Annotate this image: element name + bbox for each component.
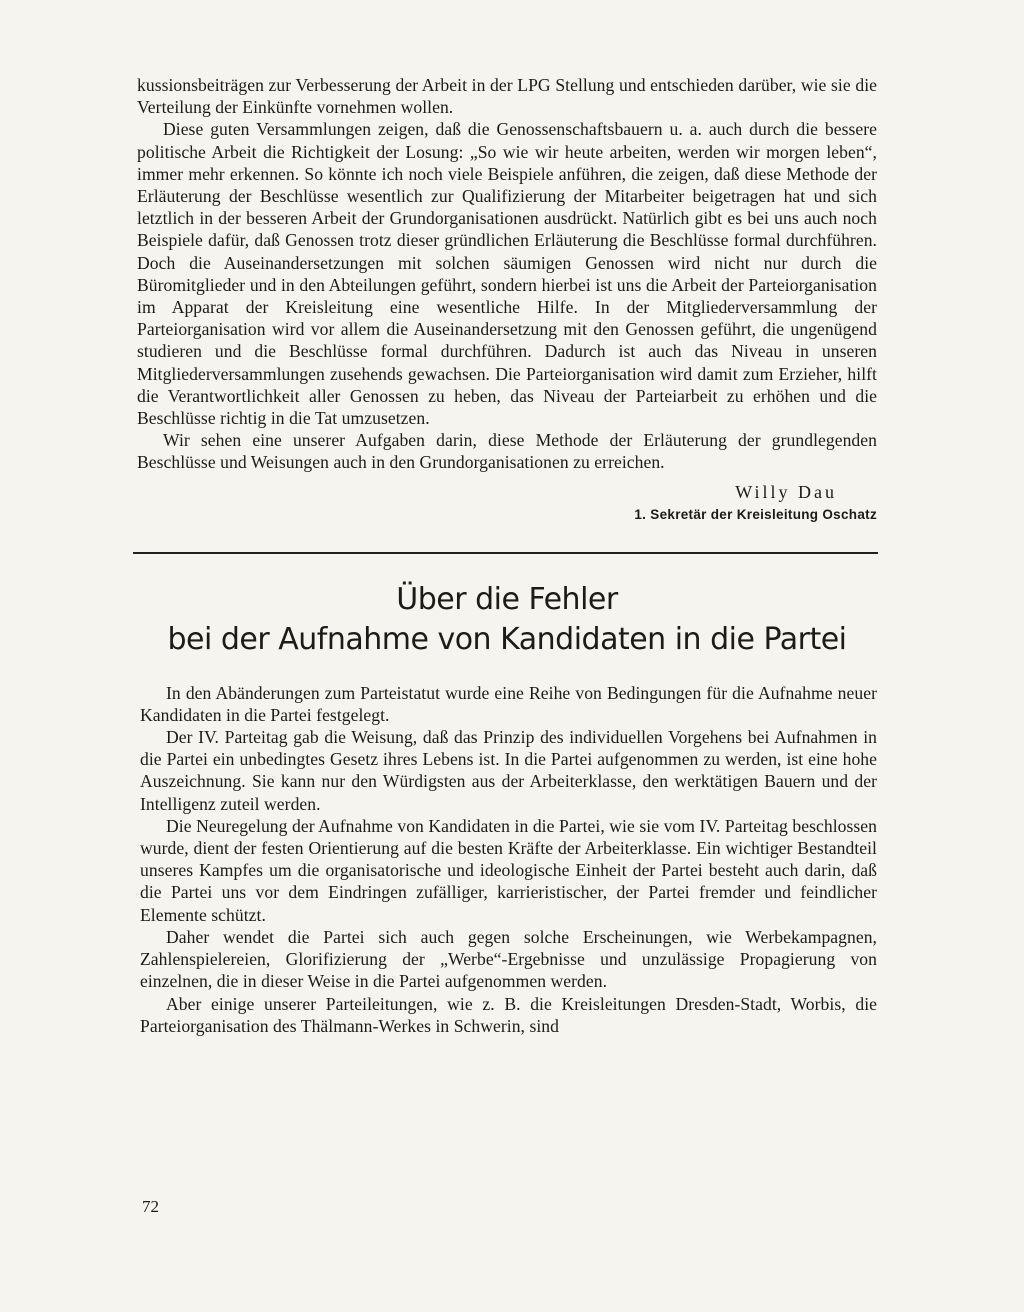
paragraph: Die Neuregelung der Aufnahme von Kandidaten in die Partei, wie sie vom IV. Parteitag beschlossen wurde, dient der festen Orientierung auf die besten Kräfte der Arbeiterklasse. Ein wichtiger Bestandteil unseres Kampfes um die organisatorische und ideologische Einheit der Partei besteht auch darin, daß die Partei uns vor dem Eindringen zufälliger, karrieristischer, der Partei fremder und feindlicher Elemente schützt. xyxy=(140,815,877,925)
signature-block xyxy=(137,480,877,526)
title-line-2: bei der Aufnahme von Kandidaten in die Partei xyxy=(167,621,847,657)
article-title xyxy=(137,580,877,660)
article-body xyxy=(140,682,877,1037)
signature-name: Willy Dau xyxy=(735,481,837,502)
paragraph: Wir sehen eine unserer Aufgaben darin, diese Methode der Erläuterung der grundlegenden Beschlüsse und Weisungen auch in den Grundorganisationen zu erreichen. xyxy=(137,430,877,473)
document-page xyxy=(137,74,877,1037)
page-number: 72 xyxy=(142,1197,159,1216)
article-continuation xyxy=(137,74,877,526)
paragraph: Diese guten Versammlungen zeigen, daß die Genossenschaftsbauern u. a. auch durch die bessere politische Arbeit die Richtigkeit der Losung: „So wie wir heute arbeiten, werden wir morgen leben“, immer mehr erkennen. So könnte ich noch viele Beispiele anführen, die zeigen, daß diese Methode der Erläuterung der Beschlüsse wesentlich zur Qualifizierung der Mitarbeiter beigetragen hat und sich letztlich in der besseren Arbeit der Grundorganisationen ausdrückt. Natürlich gibt es bei uns auch noch Beispiele dafür, daß Genossen trotz dieser gründlichen Erläuterung die Beschlüsse formal durchführen. Doch die Auseinandersetzungen mit solchen säumigen Genossen wird nicht nur durch die Büromitglieder und in den Abteilungen geführt, sondern hierbei ist uns die Arbeit der Parteiorganisation im Apparat der Kreisleitung eine wesentliche Hilfe. In der Mitgliederversammlung der Parteiorganisation wird vor allem die Auseinandersetzung mit den Genossen geführt, die ungenügend studieren und die Beschlüsse formal durchführen. Dadurch ist auch das Niveau in unseren Mitgliederversammlungen zusehends gewachsen. Die Parteiorganisation wird damit zum Erzieher, hilft die Verantwortlichkeit aller Genossen zu heben, das Niveau der Parteiarbeit zu erhöhen und die Beschlüsse richtig in die Tat umzusetzen. xyxy=(137,119,877,429)
title-line-1: Über die Fehler xyxy=(396,581,618,617)
paragraph: Daher wendet die Partei sich auch gegen solche Erscheinungen, wie Werbekampagnen, Zahlenspielereien, Glorifizierung der „Werbe“-Ergebnisse und unzulässige Propagierung von einzelnen, die in dieser Weise in die Partei aufgenommen werden. xyxy=(140,926,877,992)
signature-role: 1. Sekretär der Kreisleitung Oschatz xyxy=(634,506,877,522)
paragraph: Aber einige unserer Parteileitungen, wie z. B. die Kreisleitungen Dresden-Stadt, Worbis, die Parteiorganisation des Thälmann-Werkes in Schwerin, sind xyxy=(140,993,877,1036)
paragraph: In den Abänderungen zum Parteistatut wurde eine Reihe von Bedingungen für die Aufnahme neuer Kandidaten in die Partei festgelegt. xyxy=(140,682,877,725)
paragraph: kussionsbeiträgen zur Verbesserung der Arbeit in der LPG Stellung und entschieden darüber, wie sie die Verteilung der Einkünfte vornehmen wollen. xyxy=(137,75,877,118)
paragraph: Der IV. Parteitag gab die Weisung, daß das Prinzip des individuellen Vorgehens bei Aufnahmen in die Partei ein unbedingtes Gesetz ihres Lebens ist. In die Partei aufgenommen zu werden, ist eine hohe Auszeichnung. Sie kann nur den Würdigsten aus der Arbeiterklasse, den werktätigen Bauern und der Intelligenz zuteil werden. xyxy=(140,727,877,814)
section-divider xyxy=(133,552,878,554)
